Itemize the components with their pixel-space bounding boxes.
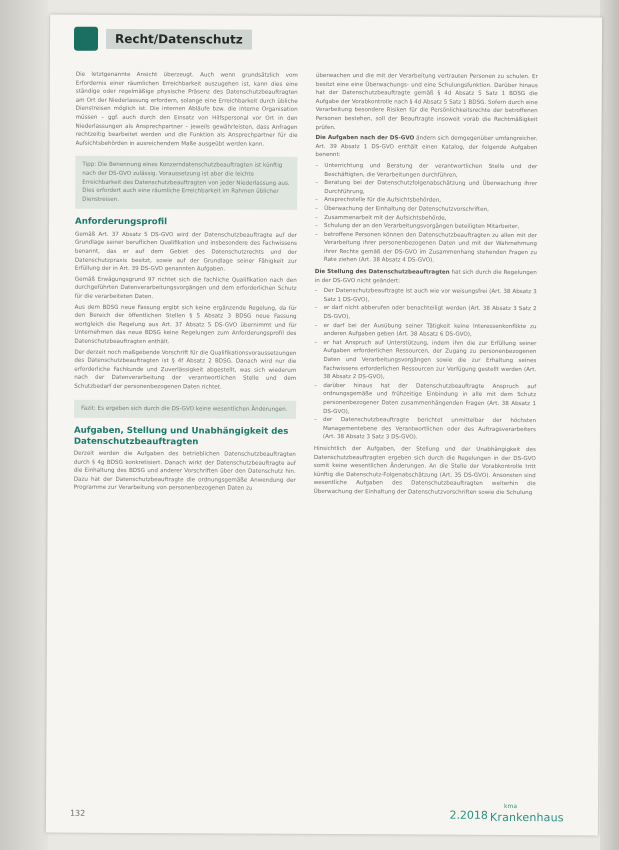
list-item: – Schulung der an den Verarbeitungsvorgängen beteiligten Mitarbeiter, — [315, 222, 537, 232]
paragraph: Gemäß Art. 37 Absatz 5 DS-GVO wird der Datenschutzbeauftragte auf der Grundlage seiner beruflichen Qualifikation und insbesondere des Fachwissens benannt, das er auf dem Gebiet des Datenschutzrechts und der Datenschutzpraxis besitzt, sowie auf der Grundlage seiner Fähigkeit zur Erfüllung der in Art. 39 DS-GVO genannten Aufgaben. — [74, 231, 298, 273]
paragraph — [315, 134, 537, 161]
paragraph-text: hat sich durch die Regelungen in der DS-GVO nicht geändert: — [314, 269, 537, 285]
paragraph — [315, 268, 537, 286]
section-header — [74, 27, 252, 52]
heading-anforderungsprofil: Anforderungsprofil — [75, 217, 168, 228]
paragraph: Aus dem BDSG neue Fassung ergibt sich keine ergänzende Regelung, da für den Bereich der öffentlichen Stellen § 5 Absatz 3 BDSG neue Fassung wortgleich die Regelung aus Art. 37 Absatz 5 DS-GVO übernimmt und für Unternehmen das neue BDSG keine Regelungen zum Anforderungsprofil des Datenschutzbeauftragten enthält. — [74, 304, 297, 346]
paragraph: Hinsichtlich der Aufgaben, der Stellung und der Unabhängigkeit des Datenschutzbeauftragten ergeben sich durch die Regelungen in der DS-GVO somit keine wesentlichen Änderungen. An die Stelle der Vorabkontrolle tritt künftig die Datenschutz-Folgenabschätzung (Art. 35 DS-GVO). Ansonsten sind wesentliche Aufgaben des Datenschutzbeauftragten weiterhin die Überwachung der Einhaltung der Datenschutzvorschriften sowie die Schulung — [313, 445, 536, 496]
magazine-logo — [490, 803, 580, 827]
list-item: – er darf nicht abberufen oder benachteiligt werden (Art. 38 Absatz 3 Satz 2 DS-GVO), — [315, 304, 537, 322]
tip-box: Tipp: Die Benennung eines Konzerndatenschutzbeauftragten ist künftig nach der DS-GVO zulässig. Voraussetzung ist aber die leichte Erreichbarkeit des Datenschutzbeauftragten von jeder Niederlassung aus. Dies erfordert auch eine räumliche Erreichbarkeit im Rahmen üblicher Dienstreisen. — [75, 156, 297, 210]
page-footer — [69, 802, 580, 828]
bold-lead: Die Aufgaben nach der DS-GVO — [315, 135, 415, 142]
list-item: – er darf bei der Ausübung seiner Tätigkeit keine Interessenkonflikte zu anderen Aufgaben geben (Art. 38 Absatz 6 DS-GVO), — [314, 322, 536, 340]
paragraph: Gemäß Erwägungsgrund 97 richtet sich die fachliche Qualifikation nach den durchgeführten Datenverarbeitungsvorgängen und dem erforderlichen Schutz für die verarbeiteten Daten. — [74, 276, 297, 301]
paragraph: überwachen und die mit der Verarbeitung vertrauten Personen zu schulen. Er besitzt eine eine Überwachungs- und eine Schulungsfunktion. Darüber hinaus hat der Datenschutzbeauftragte gemäß § 4d Absatz 5 Satz 1 BDSG die Aufgabe der Vorabkontrolle nach § 4d Absatz 5 Satz 1 BDSG. Sofern durch eine Verarbeitung besondere Risiken für die Persönlichkeitsrechte der betroffenen Personen bestehen, soll der Beauftragte insoweit vorab die Rechtmäßigkeit prüfen. — [315, 72, 538, 131]
left-column — [74, 71, 298, 496]
paragraph: Die letztgenannte Ansicht überzeugt. Auch wenn grundsätzlich vom Erfordernis einer räumlichen Erreichbarkeit auszugehen ist, kann dies eine ständige oder regelmäßige physische Präsenz des Datenschutzbeauftragten am Ort der Niederlassung erfordern, solange eine Erreichbarkeit durch übliche Dienstreisen möglich ist. Die internen Abläufe bzw. die interne Organisation müssen – ggf. auch durch den Einsatz von Hilfspersonal vor Ort in den Niederlassungen als Ansprechpartner – jeweils gewährleisten, dass Anfragen rechtzeitig bearbeitet werden und die Funktion als Ansprechpartner für die Aufsichtsbehörden in ausreichendem Maße ausgeübt werden kann. — [75, 71, 298, 148]
list-item: – darüber hinaus hat der Datenschutzbeauftragte Anspruch auf ordnungsgemäße und frühzeitige Einbindung in alle mit dem Schutz personenbezogener Daten zusammenhängenden Fragen (Art. 38 Absatz 1 DS-GVO), — [314, 382, 536, 418]
magazine-page — [46, 15, 602, 836]
page-number: 132 — [69, 808, 86, 818]
logo-main-text: Krankenhaus — [489, 810, 564, 825]
paragraph: Der derzeit noch maßgebende Vorschrift für die Qualifikationsvoraussetzungen des Datenschutzbeauftragten ist § 4f Absatz 2 BDSG. Danach wird nur die erforderliche Fachkunde und Zuverlässigkeit abgestellt, was sich wiederum nach der Datenverarbeitung der verantwortlichen Stelle und dem Schutzbedarf der personenbezogenen Daten richtet. — [74, 349, 297, 391]
heading-aufgaben: Aufgaben, Stellung und Unabhängigkeit des Datenschutzbeauftragten — [73, 425, 289, 447]
list-item: – der Datenschutzbeauftragte berichtet unmittelbar der höchsten Managementebene des Verantwortlichen oder des Auftragsverarbeiters (Art. 38 Absatz 3 Satz 3 DS-GVO). — [314, 416, 536, 443]
logo-small-text: kma — [503, 802, 518, 811]
position-list — [314, 287, 537, 443]
list-item: – Ansprechstelle für die Aufsichtsbehörden, — [315, 196, 537, 206]
section-title: Recht/Datenschutz — [106, 29, 252, 50]
list-item: – Überwachung der Einhaltung der Datenschutzvorschriften, — [315, 205, 537, 215]
list-item: – Der Datenschutzbeauftragte ist auch wie vor weisungsfrei (Art. 38 Absatz 3 Satz 1 DS-GVO), — [315, 287, 537, 305]
book-gutter — [0, 0, 48, 850]
list-item: – Zusammenarbeit mit der Aufsichtsbehörde, — [315, 213, 537, 223]
issue-number: 2.2018 — [449, 808, 488, 822]
list-item: – betroffene Personen können den Datenschutzbeauftragten zu allen mit der Verarbeitung ihrer personenbezogenen Daten und mit der Wahrnehmung ihrer Rechte gemäß der DS-GVO im Zusammenhang stehenden Fragen zu Rate ziehen (Art. 38 Absatz 4 DS-GVO). — [315, 231, 537, 267]
bold-lead: Die Stellung des Datenschutzbeauftragten — [314, 269, 450, 276]
paragraph-text: ändern sich demgegenüber umfangreicher. Art. 39 Absatz 1 DS-GVO enthält einen Katalog, der folgende Aufgaben benennt: — [315, 135, 538, 159]
list-item: – er hat Anspruch auf Unterstützung, indem ihm die zur Erfüllung seiner Aufgaben erforderlichen Ressourcen, der Zugang zu personenbezogenen Daten und Verarbeitungsvorgängen sowie die zur Erhaltung seines Fachwissens erforderlichen Ressourcen zur Verfügung gestellt werden (Art. 38 Absatz 2 DS-GVO), — [314, 339, 536, 383]
right-column — [314, 72, 538, 500]
list-item: – Unterrichtung und Beratung der verantwortlichen Stelle und der Beschäftigten, die Verarbeitungen durchführen, — [315, 162, 537, 180]
task-list — [315, 162, 538, 266]
paragraph: Derzeit werden die Aufgaben des betrieblichen Datenschutzbeauftragten durch § 4g BDSG konkretisiert. Danach wirkt der Datenschutzbeauftragte auf die Einhaltung des BDSG und anderer Vorschriften über den Datenschutz hin. Dazu hat der Datenschutzbeauftragte die ordnungsgemäße Anwendung der Programme zur Verarbeitung von personenbezogenen Daten zu — [73, 450, 296, 493]
conclusion-box: Fazit: Es ergeben sich durch die DS-GVO keine wesentlichen Änderungen. — [74, 399, 296, 419]
section-color-block — [74, 27, 98, 51]
list-item: – Beratung bei der Datenschutzfolgenabschätzung und Überwachung ihrer Durchführung, — [315, 179, 537, 197]
page-edge — [600, 0, 619, 850]
